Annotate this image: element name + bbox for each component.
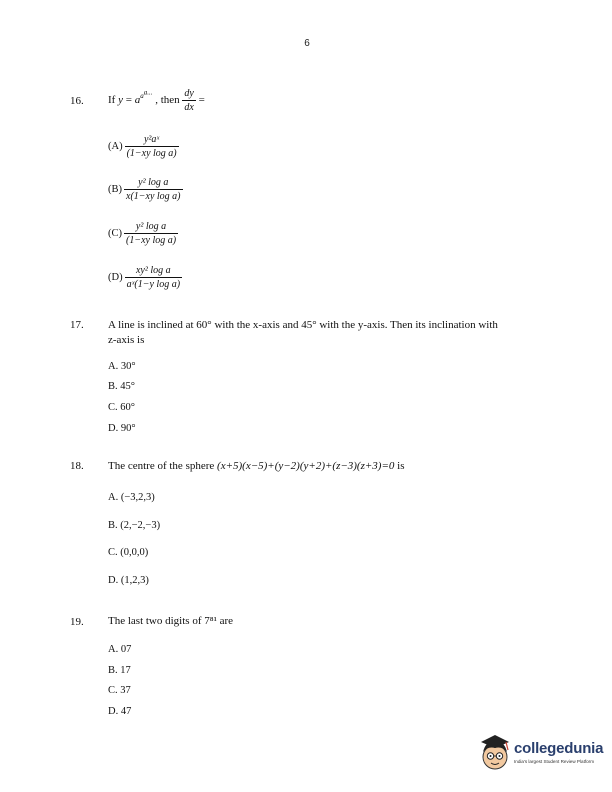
q17-option-b[interactable]: B. 45° <box>108 381 135 392</box>
q17-option-c[interactable]: C. 60° <box>108 402 135 413</box>
q18-option-a[interactable]: A. (−3,2,3) <box>108 492 155 503</box>
q16-option-c[interactable]: (C) $\frac{\text{y² log a}}{\text{(1−xy log a)}}$ <box>108 221 177 246</box>
q16-option-b[interactable]: (B) $\frac{\text{y² log a}}{\text{x(1−xy log a)}}$ <box>108 177 181 202</box>
sphere-equation: (x+5)(x−5)+(y−2)(y+2)+(z−3)(z+3)=0 <box>217 460 395 472</box>
question-17-number: 17. <box>70 319 84 331</box>
q19-option-a[interactable]: A. 07 <box>108 644 132 655</box>
q17-option-d[interactable]: D. 90° <box>108 423 136 434</box>
q16-option-d[interactable]: (D) $\frac{\text{xy² log a}}{\text{aˣ(1−y log a)}}$ <box>108 265 181 290</box>
q18-option-c[interactable]: C. (0,0,0) <box>108 547 149 558</box>
q18-option-b[interactable]: B. (2,−2,−3) <box>108 520 161 531</box>
q18-option-d[interactable]: D. (1,2,3) <box>108 575 149 586</box>
question-17-text: A line is inclined at 60° with the x-axis and 45° with the y-axis. Then its inclination with z-axis is <box>108 319 498 346</box>
question-18-text: The centre of the sphere (x+5)(x−5)+(y−2)(y+2)+(z−3)(z+3)=0 is <box>108 460 405 472</box>
question-16-text: If $y = a^{a^{a...}}$ , then $\frac{dy}{dx}$ = <box>108 88 205 113</box>
collegedunia-logo <box>478 730 606 778</box>
q17-option-a[interactable]: A. 30° <box>108 361 136 372</box>
q19-option-d[interactable]: D. 47 <box>108 706 132 717</box>
q16-option-a[interactable]: (A) $\frac{\text{y²aˣ}}{\text{(1−xy log a)}}$ <box>108 134 177 159</box>
q19-option-b[interactable]: B. 17 <box>108 665 131 676</box>
q16-then: , then <box>155 94 180 107</box>
q16-if: If <box>108 94 119 107</box>
graduate-mascot-icon <box>478 730 512 774</box>
question-19-number: 19. <box>70 616 84 628</box>
brand-name: collegedunia <box>514 740 604 757</box>
dy-dx-fraction: $\frac{dy}{dx}$ <box>184 88 194 113</box>
brand-tagline: India's largest Student Review Platform <box>514 759 595 764</box>
question-19-text: The last two digits of 7⁸¹ are <box>108 615 234 627</box>
question-18-number: 18. <box>70 460 84 472</box>
page-number: 6 <box>304 38 310 49</box>
question-16-number: 16. <box>70 95 84 107</box>
q19-option-c[interactable]: C. 37 <box>108 685 131 696</box>
